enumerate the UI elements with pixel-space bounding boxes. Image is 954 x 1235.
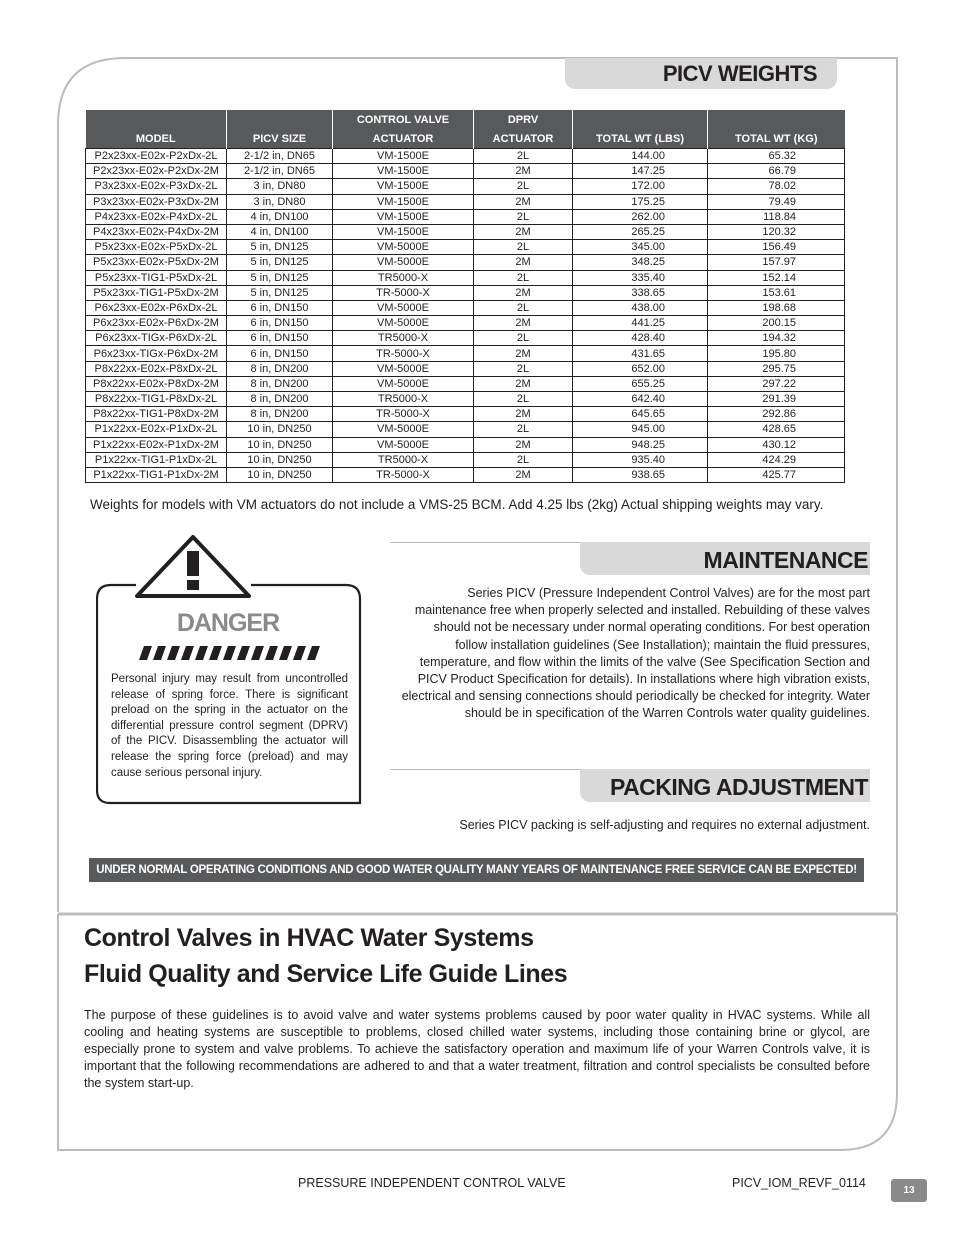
cell-total-kg: 200.15 [708, 316, 845, 331]
cell-model: P6x23xx-TIGx-P6xDx-2L [86, 331, 227, 346]
cell-model: P3x23xx-E02x-P3xDx-2L [86, 179, 227, 194]
cell-total-kg: 78.02 [708, 179, 845, 194]
cell-total-lbs: 642.40 [573, 392, 708, 407]
cell-size: 8 in, DN200 [227, 361, 333, 376]
table-row [86, 331, 845, 346]
cell-cv-actuator: VM-1500E [333, 194, 474, 209]
table-row [86, 376, 845, 391]
cell-total-kg: 66.79 [708, 164, 845, 179]
maintenance-heading: MAINTENANCE [580, 542, 870, 575]
cell-size: 6 in, DN150 [227, 316, 333, 331]
header-total-kg: TOTAL WT (KG) [708, 129, 845, 149]
cell-dprv-actuator: 2L [474, 422, 573, 437]
cell-total-lbs: 345.00 [573, 240, 708, 255]
header-model-line1 [86, 110, 227, 129]
cell-total-lbs: 441.25 [573, 316, 708, 331]
cell-cv-actuator: VM-1500E [333, 149, 474, 164]
table-row [86, 346, 845, 361]
cell-size: 6 in, DN150 [227, 331, 333, 346]
cell-size: 5 in, DN125 [227, 255, 333, 270]
cell-cv-actuator: VM-5000E [333, 437, 474, 452]
cell-cv-actuator: TR5000-X [333, 270, 474, 285]
section-title-line2: Fluid Quality and Service Life Guide Lines [84, 960, 568, 988]
cell-cv-actuator: VM-5000E [333, 255, 474, 270]
page-number-badge: 13 [891, 1179, 927, 1202]
header-total-lbs-line1 [573, 110, 708, 129]
cell-dprv-actuator: 2M [474, 224, 573, 239]
picv-weights-table [85, 110, 845, 483]
cell-dprv-actuator: 2L [474, 240, 573, 255]
cell-total-kg: 194.32 [708, 331, 845, 346]
cell-dprv-actuator: 2M [474, 316, 573, 331]
weights-note: Weights for models with VM actuators do not include a VMS-25 BCM. Add 4.25 lbs (2kg) Actual shipping weights may vary. [90, 497, 824, 512]
cell-total-kg: 195.80 [708, 346, 845, 361]
table-row [86, 270, 845, 285]
cell-model: P8x22xx-TIG1-P8xDx-2L [86, 392, 227, 407]
header-cv-actuator: ACTUATOR [333, 129, 474, 149]
cell-size: 3 in, DN80 [227, 194, 333, 209]
packing-rule [390, 769, 580, 770]
cell-size: 6 in, DN150 [227, 300, 333, 315]
cell-model: P1x22xx-TIG1-P1xDx-2L [86, 452, 227, 467]
cell-size: 5 in, DN125 [227, 270, 333, 285]
cell-model: P1x22xx-E02x-P1xDx-2M [86, 437, 227, 452]
cell-total-kg: 428.65 [708, 422, 845, 437]
table-row [86, 316, 845, 331]
cell-dprv-actuator: 2M [474, 467, 573, 482]
cell-size: 5 in, DN125 [227, 240, 333, 255]
header-dprv-actuator: ACTUATOR [474, 129, 573, 149]
cell-total-lbs: 948.25 [573, 437, 708, 452]
cell-size: 8 in, DN200 [227, 376, 333, 391]
section-title-line1: Control Valves in HVAC Water Systems [84, 924, 534, 952]
cell-dprv-actuator: 2M [474, 376, 573, 391]
cell-size: 10 in, DN250 [227, 437, 333, 452]
cell-model: P6x23xx-TIGx-P6xDx-2M [86, 346, 227, 361]
cell-total-lbs: 431.65 [573, 346, 708, 361]
cell-total-lbs: 147.25 [573, 164, 708, 179]
table-header-row [86, 110, 845, 129]
cell-total-lbs: 655.25 [573, 376, 708, 391]
cell-total-lbs: 338.65 [573, 285, 708, 300]
table-body [86, 149, 845, 483]
cell-cv-actuator: VM-1500E [333, 209, 474, 224]
cell-cv-actuator: TR-5000-X [333, 346, 474, 361]
cell-total-lbs: 172.00 [573, 179, 708, 194]
maintenance-free-banner: UNDER NORMAL OPERATING CONDITIONS AND GOOD WATER QUALITY MANY YEARS OF MAINTENANCE FREE SERVICE CAN BE EXPECTED! [89, 858, 864, 882]
cell-total-kg: 297.22 [708, 376, 845, 391]
cell-model: P5x23xx-TIG1-P5xDx-2M [86, 285, 227, 300]
cell-cv-actuator: TR-5000-X [333, 467, 474, 482]
cell-dprv-actuator: 2L [474, 300, 573, 315]
footer-doc-id: PICV_IOM_REVF_0114 [732, 1176, 866, 1190]
table-row [86, 300, 845, 315]
header-size: PICV SIZE [227, 129, 333, 149]
cell-cv-actuator: VM-1500E [333, 164, 474, 179]
cell-dprv-actuator: 2M [474, 194, 573, 209]
table-row [86, 164, 845, 179]
warning-triangle-icon [137, 537, 249, 596]
cell-model: P3x23xx-E02x-P3xDx-2M [86, 194, 227, 209]
cell-total-kg: 430.12 [708, 437, 845, 452]
cell-cv-actuator: VM-5000E [333, 361, 474, 376]
cell-total-lbs: 265.25 [573, 224, 708, 239]
maintenance-text: Series PICV (Pressure Independent Control Valves) are for the most part maintenance free when properly selected and installed. Rebuilding of these valves should not be necessary under normal operating conditions. For best operation follow installation guidelines (See Installation); maintain the fluid pressures, temperature, and flow within the limits of the valve (See Specification Section and PICV Product Specification for details). In installations where high vibration exists, electrical and sensing connections should periodically be checked for integrity. Water should be in specification of the Warren Controls water quality guidelines. [401, 586, 870, 721]
table-header-row [86, 129, 845, 149]
cell-dprv-actuator: 2L [474, 209, 573, 224]
header-cv-actuator-line1: CONTROL VALVE [333, 110, 474, 129]
cell-dprv-actuator: 2L [474, 179, 573, 194]
cell-cv-actuator: VM-5000E [333, 422, 474, 437]
cell-total-lbs: 335.40 [573, 270, 708, 285]
table-row [86, 392, 845, 407]
cell-cv-actuator: VM-5000E [333, 300, 474, 315]
cell-model: P1x22xx-TIG1-P1xDx-2M [86, 467, 227, 482]
cell-total-lbs: 175.25 [573, 194, 708, 209]
picv-weights-heading: PICV WEIGHTS [565, 58, 837, 89]
cell-model: P8x22xx-TIG1-P8xDx-2M [86, 407, 227, 422]
cell-dprv-actuator: 2L [474, 361, 573, 376]
cell-dprv-actuator: 2L [474, 331, 573, 346]
cell-total-kg: 120.32 [708, 224, 845, 239]
header-total-lbs: TOTAL WT (LBS) [573, 129, 708, 149]
cell-total-lbs: 645.65 [573, 407, 708, 422]
table-row [86, 255, 845, 270]
maintenance-rule [390, 542, 580, 543]
cell-total-kg: 118.84 [708, 209, 845, 224]
cell-total-kg: 291.39 [708, 392, 845, 407]
header-total-kg-line1 [708, 110, 845, 129]
table-row [86, 467, 845, 482]
cell-model: P5x23xx-E02x-P5xDx-2L [86, 240, 227, 255]
cell-size: 10 in, DN250 [227, 467, 333, 482]
header-dprv-actuator-line1: DPRV [474, 110, 573, 129]
cell-size: 3 in, DN80 [227, 179, 333, 194]
cell-cv-actuator: TR5000-X [333, 392, 474, 407]
table-row [86, 422, 845, 437]
cell-total-kg: 79.49 [708, 194, 845, 209]
table-row [86, 209, 845, 224]
cell-dprv-actuator: 2L [474, 270, 573, 285]
cell-model: P6x23xx-E02x-P6xDx-2M [86, 316, 227, 331]
table-row [86, 407, 845, 422]
cell-total-lbs: 428.40 [573, 331, 708, 346]
cell-total-kg: 65.32 [708, 149, 845, 164]
cell-model: P4x23xx-E02x-P4xDx-2L [86, 209, 227, 224]
cell-total-lbs: 144.00 [573, 149, 708, 164]
cell-size: 2-1/2 in, DN65 [227, 164, 333, 179]
cell-size: 4 in, DN100 [227, 224, 333, 239]
cell-total-lbs: 938.65 [573, 467, 708, 482]
cell-model: P6x23xx-E02x-P6xDx-2L [86, 300, 227, 315]
guidelines-paragraph: The purpose of these guidelines is to avoid valve and water systems problems caused by poor water quality in HVAC systems. While all cooling and heating systems are susceptible to problems, closed chilled water systems, including those containing brine or glycol, are especially prone to system and valve problems. To achieve the satisfactory operation and maximum life of your Warren Controls valve, it is important that the following recommendations are adhered to and that a water treatment, filtration and control specialists be consulted before the system start-up. [84, 1008, 870, 1090]
cell-total-kg: 295.75 [708, 361, 845, 376]
cell-total-lbs: 348.25 [573, 255, 708, 270]
table-row [86, 149, 845, 164]
cell-cv-actuator: VM-1500E [333, 179, 474, 194]
danger-hazard-stripes [139, 646, 320, 660]
cell-size: 10 in, DN250 [227, 452, 333, 467]
cell-model: P2x23xx-E02x-P2xDx-2M [86, 164, 227, 179]
table-row [86, 285, 845, 300]
cell-total-kg: 157.97 [708, 255, 845, 270]
cell-total-lbs: 438.00 [573, 300, 708, 315]
cell-cv-actuator: TR-5000-X [333, 407, 474, 422]
cell-model: P8x22xx-E02x-P8xDx-2M [86, 376, 227, 391]
cell-dprv-actuator: 2M [474, 407, 573, 422]
cell-cv-actuator: TR5000-X [333, 452, 474, 467]
packing-adjustment-heading: PACKING ADJUSTMENT [580, 769, 870, 802]
cell-total-kg: 425.77 [708, 467, 845, 482]
cell-total-kg: 424.29 [708, 452, 845, 467]
table-row [86, 361, 845, 376]
packing-text: Series PICV packing is self-adjusting and requires no external adjustment. [459, 818, 870, 832]
cell-cv-actuator: VM-5000E [333, 316, 474, 331]
cell-dprv-actuator: 2M [474, 285, 573, 300]
cell-dprv-actuator: 2L [474, 149, 573, 164]
cell-size: 4 in, DN100 [227, 209, 333, 224]
cell-dprv-actuator: 2M [474, 437, 573, 452]
danger-label: DANGER [176, 609, 280, 637]
table-row [86, 224, 845, 239]
cell-cv-actuator: VM-5000E [333, 376, 474, 391]
footer-title: PRESSURE INDEPENDENT CONTROL VALVE [298, 1176, 566, 1190]
cell-dprv-actuator: 2M [474, 346, 573, 361]
header-size-line1 [227, 110, 333, 129]
cell-model: P8x22xx-E02x-P8xDx-2L [86, 361, 227, 376]
cell-cv-actuator: VM-1500E [333, 224, 474, 239]
table-row [86, 194, 845, 209]
cell-size: 10 in, DN250 [227, 422, 333, 437]
cell-size: 2-1/2 in, DN65 [227, 149, 333, 164]
cell-cv-actuator: TR-5000-X [333, 285, 474, 300]
table-row [86, 240, 845, 255]
cell-dprv-actuator: 2L [474, 452, 573, 467]
cell-cv-actuator: TR5000-X [333, 331, 474, 346]
cell-size: 8 in, DN200 [227, 392, 333, 407]
cell-total-lbs: 945.00 [573, 422, 708, 437]
cell-dprv-actuator: 2M [474, 255, 573, 270]
cell-model: P4x23xx-E02x-P4xDx-2M [86, 224, 227, 239]
cell-total-lbs: 652.00 [573, 361, 708, 376]
danger-text: Personal injury may result from uncontrolled release of spring force. There is significant preload on the spring in the actuator on the differential pressure control segment (DPRV) of the PICV. Disassembling the actuator will release the spring force (preload) and may cause serious personal injury. [111, 673, 348, 779]
cell-size: 6 in, DN150 [227, 346, 333, 361]
cell-dprv-actuator: 2L [474, 392, 573, 407]
cell-total-lbs: 262.00 [573, 209, 708, 224]
cell-model: P2x23xx-E02x-P2xDx-2L [86, 149, 227, 164]
table-row [86, 452, 845, 467]
cell-total-kg: 156.49 [708, 240, 845, 255]
table-row [86, 437, 845, 452]
cell-dprv-actuator: 2M [474, 164, 573, 179]
cell-total-kg: 198.68 [708, 300, 845, 315]
cell-total-kg: 152.14 [708, 270, 845, 285]
cell-size: 5 in, DN125 [227, 285, 333, 300]
cell-total-kg: 292.86 [708, 407, 845, 422]
header-model: MODEL [86, 129, 227, 149]
table-row [86, 179, 845, 194]
cell-size: 8 in, DN200 [227, 407, 333, 422]
cell-model: P5x23xx-E02x-P5xDx-2M [86, 255, 227, 270]
cell-cv-actuator: VM-5000E [333, 240, 474, 255]
cell-model: P1x22xx-E02x-P1xDx-2L [86, 422, 227, 437]
cell-model: P5x23xx-TIG1-P5xDx-2L [86, 270, 227, 285]
cell-total-lbs: 935.40 [573, 452, 708, 467]
cell-total-kg: 153.61 [708, 285, 845, 300]
